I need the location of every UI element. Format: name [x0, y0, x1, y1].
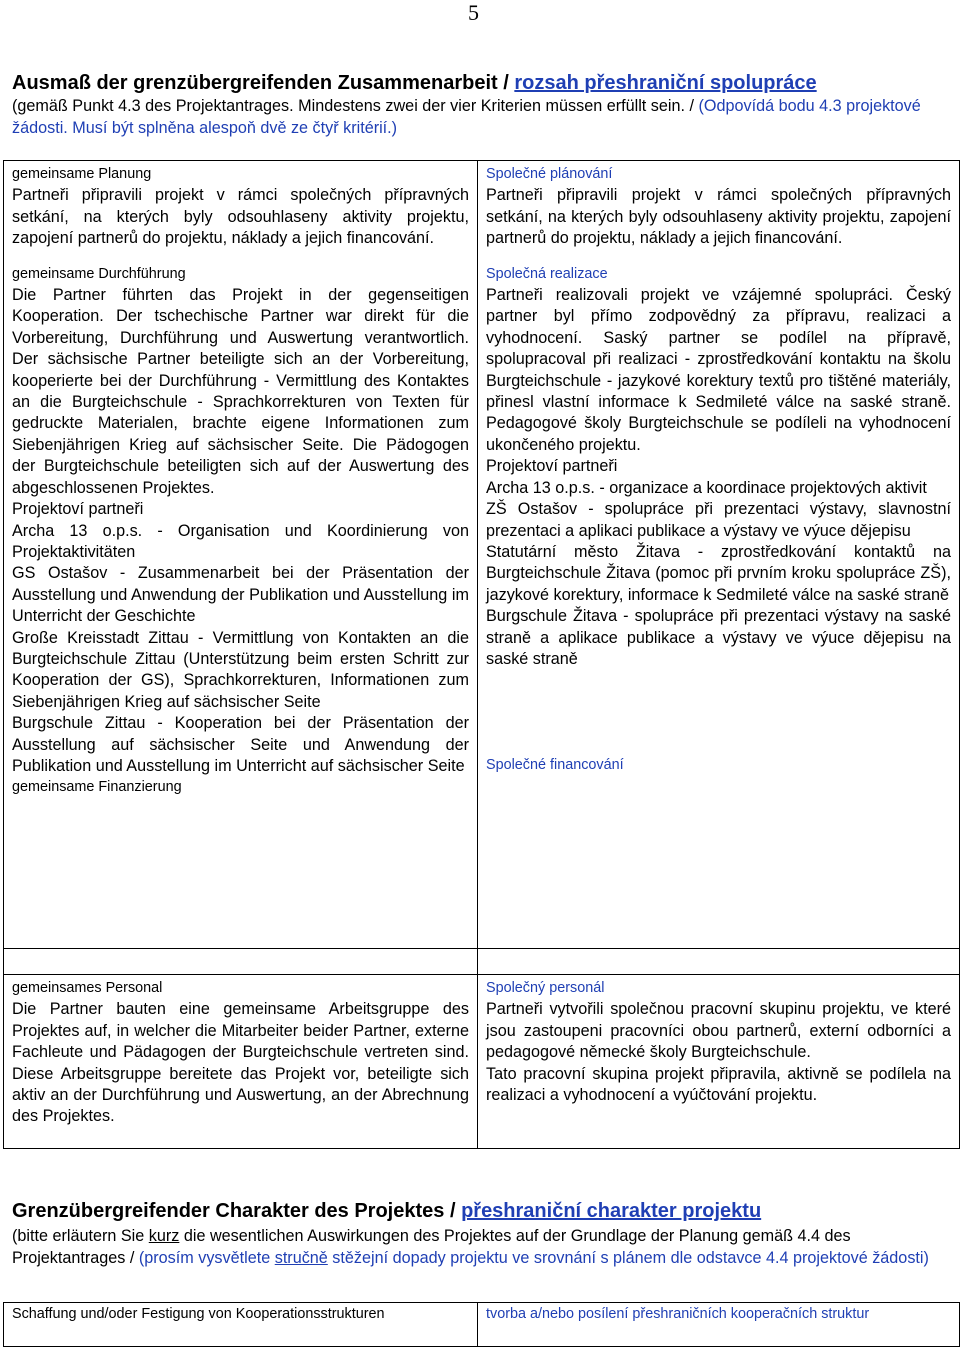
criteria-row-personnel: [4, 975, 960, 1149]
criteria-cell-de: [4, 161, 478, 949]
partner-item-de: Archa 13 o.p.s. - Organisation und Koordinierung von Projektaktivitäten: [12, 521, 469, 561]
section-title-cooperation: [12, 72, 817, 95]
label-personnel-cz: Společný personál: [486, 980, 605, 996]
label-planning-cz: Společné plánování: [486, 166, 613, 182]
label-personnel-de: gemeinsames Personal: [12, 980, 163, 996]
page-number: 5: [468, 0, 479, 25]
note2-de-kurz: kurz: [148, 1227, 180, 1245]
note2-de-a: (bitte erläutern Sie: [12, 1227, 149, 1245]
text-planning-cz: Partneři připravili projekt v rámci společných přípravných setkání, na kterých byly odsouhlaseny aktivity projektu, zapojení partnerů do projektu, náklady a jejich financování.: [486, 186, 951, 248]
personnel-cell-de: [4, 975, 478, 1149]
partner-item-de: Große Kreisstadt Zittau - Vermittlung von Kontakten an die Burgteichschule Zittau (Unterstützung beim ersten Schritt zur Kooperation der GS), Sprachkorrekturen, Informationen zum Siebenjährigen Krieg auf sächsischer Seite: [12, 628, 469, 711]
partners-title-cz: Projektoví partneři: [486, 457, 618, 476]
text-personnel-de: Die Partner bauten eine gemeinsame Arbeitsgruppe des Projektes auf, in welcher die Mitarbeiter beider Partner, externe Fachleute und Pädagogen der Burgteichschule vertreten sind. Diese Arbeitsgruppe bereitete das Projekt vor, beteiligte sich aktiv an der Durchführung und Auswertung, an der Abrechnung des Projektes.: [12, 1000, 469, 1126]
note-cz: (Odpovídá bodu 4.3 projektové žádosti. Musí být splněna alespoň dvě ze čtyř kritérií.): [12, 97, 921, 137]
note2-cz-a: (prosím vysvětlete: [138, 1248, 275, 1267]
partner-item-de: GS Ostašov - Zusammenarbeit bei der Präsentation der Ausstellung und Anwendung der Publikation und Ausstellung im Unterricht der Geschichte: [12, 564, 469, 626]
title-de: Ausmaß der grenzübergreifenden Zusammenarbeit /: [12, 72, 515, 94]
spacer-cell-cz: [478, 949, 960, 975]
text-planning-de: Partneři připravili projekt v rámci společných přípravných setkání, na kterých byly odsouhlaseny aktivity projektu, zapojení partnerů do projektu, náklady a jejich financování.: [12, 186, 469, 248]
partner-item-cz: Archa 13 o.p.s. - organizace a koordinace projektových aktivit: [486, 478, 927, 497]
title2-de: Grenzübergreifender Charakter des Projektes /: [12, 1200, 462, 1222]
partner-item-cz: Burgschule Žitava - spolupráce při prezentaci výstavy na saské straně a aplikace publikace a výstavy ve výuce dějepisu na saské straně: [486, 607, 951, 668]
note2-cz-strucne: stručně: [274, 1248, 328, 1267]
section-note-character: [12, 1226, 948, 1269]
label-planning-de: gemeinsame Planung: [12, 166, 152, 182]
character-cell-cz: tvorba a/nebo posílení přeshraničních kooperačních struktur: [478, 1303, 960, 1347]
spacer-cell-de: [4, 949, 478, 975]
note2-cz-b: stěžejní dopady projektu ve srovnání s plánem dle odstavce 4.4 projektové žádosti): [327, 1248, 929, 1267]
text-implementation-cz: Partneři realizovali projekt ve vzájemné spolupráci. Český partner byl přímo zodpovědný za přípravu, realizaci a vyhodnocení. Saský partner se podílel na přípravě, spolupracoval při realizaci - zprostředkování kontaktu na školu Burgteichschule - jazykové korektury textů pro tištěné materiály, přinesl vlastní informace k Sedmileté válce na saské straně. Pedagogové školy Burgteichschule se podíleli na vyhodnocení ukončeného projektu.: [486, 286, 951, 454]
text-implementation-de: Die Partner führten das Projekt in der gegenseitigen Kooperation. Der tschechische Partner war direkt für die Vorbereitung, Durchführung und Auswertung verantwortlich. Der sächsische Partner beteiligte sich an der Vorbereitung, kooperierte bei der Durchführung - Vermittlung des Kontaktes an die Burgteichschule - Sprachkorrekturen von Texten für gedruckte Materialen, brachte eigene Informationen zum Siebenjährigen Krieg auf sächsischer Seite. Die Pädogogen der Burgteichschule beteiligten sich auf der Auswertung des abgeschlossenen Projektes.: [12, 286, 469, 497]
partner-item-cz: Statutární město Žitava - zprostředkování kontaktů na Burgteichschule Žitava (pomoc při prvním kroku spolupráce ZŠ), jazykové korektury, informace k Sedmileté válce na saské straně: [486, 542, 951, 604]
criteria-row-main: [4, 161, 960, 949]
partner-item-cz: ZŠ Ostašov - spolupráce při prezentaci výstavy, slavnostní prezentaci a aplikaci publikace a výstavy ve výuce dějepisu: [486, 500, 951, 540]
label-financing-de: gemeinsame Finanzierung: [12, 779, 182, 796]
character-table: [3, 1302, 960, 1347]
criteria-cell-cz: [478, 161, 960, 949]
label-implementation-de: gemeinsame Durchführung: [12, 265, 186, 282]
criteria-row-spacer: [4, 949, 960, 975]
partners-title-de: Projektoví partneři: [12, 500, 144, 519]
section-note-cooperation: [12, 96, 948, 139]
character-row: [4, 1303, 960, 1347]
title-cz: rozsah přeshraniční spolupráce: [514, 72, 817, 94]
title2-cz: přeshraniční charakter projektu: [461, 1200, 762, 1222]
note-de: (gemäß Punkt 4.3 des Projektantrages. Mindestens zwei der vier Kriterien müssen erfüllt sein. /: [12, 97, 699, 115]
label-financing-cz: Společné financování: [486, 757, 624, 774]
personnel-cell-cz: [478, 975, 960, 1149]
text-personnel-cz-2: Tato pracovní skupina projekt připravila, aktivně se podílela na realizaci a vyhodnocení a vyúčtování projektu.: [486, 1064, 951, 1105]
note2-de-b: die wesentlichen Auswirkungen des Projektes auf der Grundlage der Planung gemäß 4.4 des Projektantrages /: [12, 1227, 851, 1267]
section-title-character: [12, 1200, 761, 1223]
criteria-table: [3, 160, 960, 1149]
character-cell-de: Schaffung und/oder Festigung von Kooperationsstrukturen: [4, 1303, 478, 1347]
text-personnel-cz: Partneři vytvořili společnou pracovní skupinu projektu, ve které jsou zastoupeni pracovníci obou partnerů, externí odborníci a pedagogové německé školy Burgteichschule.: [486, 1000, 951, 1062]
label-implementation-cz: Společná realizace: [486, 265, 608, 282]
partner-item-de: Burgschule Zittau - Kooperation bei der Präsentation der Ausstellung auf sächsischer Seite und Anwendung der Publikation und Ausstellung im Unterricht auf sächsischer Seite: [12, 714, 469, 775]
